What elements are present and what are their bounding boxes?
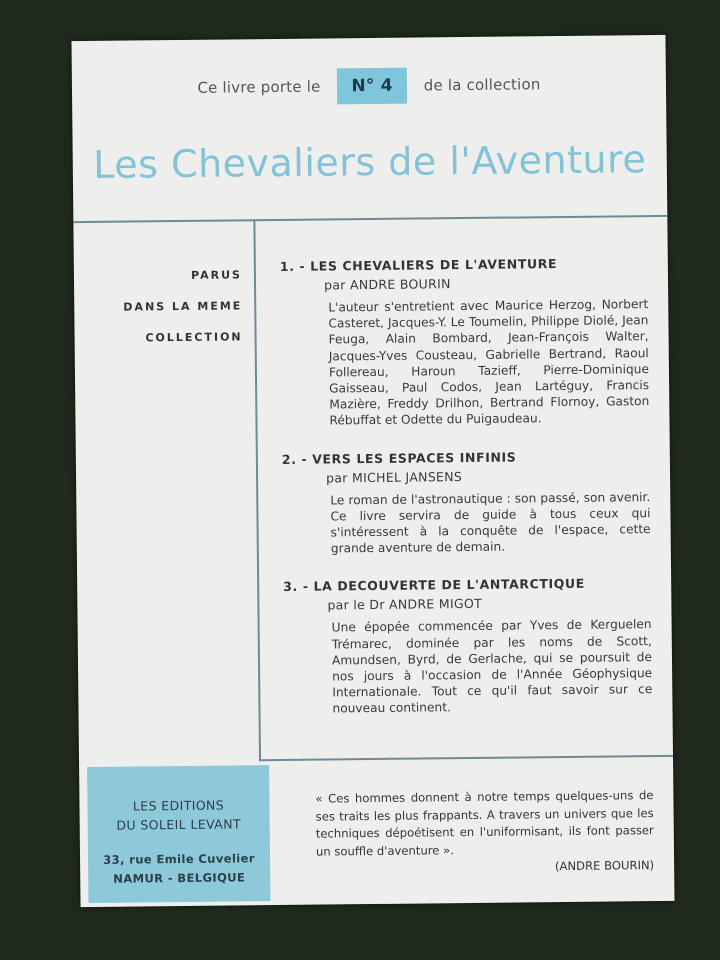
collection-title: Les Chevaliers de l'Aventure [93, 137, 647, 187]
book-author: par ANDRE BOURIN [323, 276, 451, 293]
book-entry [282, 448, 651, 558]
book-entry [280, 255, 650, 429]
book-list [280, 255, 653, 739]
sidebar-line: PARUS [190, 268, 243, 282]
vertical-divider [253, 221, 261, 761]
sidebar-line: COLLECTION [145, 330, 243, 345]
publisher-name-line: LES EDITIONS [132, 797, 225, 814]
book-title: 1. - LES CHEVALIERS DE L'AVENTURE [279, 256, 558, 274]
quote-block [315, 787, 654, 878]
publisher-address [88, 849, 270, 889]
book-number-badge: N° 4 [337, 68, 407, 105]
publisher-box [87, 765, 270, 903]
quote-author: (ANDRE BOURIN) [554, 858, 655, 874]
collection-number-line [72, 65, 666, 107]
number-suffix: de la collection [423, 75, 541, 95]
book-entry [283, 576, 652, 718]
book-description: Une épopée commencée par Yves de Kerguelen Trémarec, dominée par les noms de Scott, Amundsen, Byrd, de Gerlache, qui se poursuit de nos jours à l'occasion de l'Année Géophysique Internationale. Tout ce qu'il faut savoir sur ce nouveau continent. [331, 617, 653, 716]
quote-text: « Ces hommes donnent à notre temps quelques-uns de ses traits les plus frappants. A travers un univers que les techniques dépoétisent en l'uniformisant, ils font passer un souffle d'aventure ». [315, 788, 654, 859]
publisher-address-line: NAMUR - BELGIQUE [113, 870, 246, 886]
top-divider [73, 215, 667, 223]
publisher-address-line: 33, rue Emile Cuvelier [103, 851, 255, 867]
book-description: Le roman de l'astronautique : son passé, son avenir. Ce livre servira de guide à tous ceux qui s'intéressent à la conquête de l'espace, cette grande aventure de demain. [330, 489, 651, 556]
book-author: par le Dr ANDRE MIGOT [327, 596, 483, 613]
book-title: 3. - LA DECOUVERTE DE L'ANTARCTIQUE [283, 576, 585, 595]
catalog-page [71, 35, 674, 907]
bottom-divider [259, 755, 673, 761]
number-prefix: Ce livre porte le [197, 77, 321, 97]
sidebar-heading [74, 259, 243, 354]
book-author: par MICHEL JANSENS [325, 468, 463, 486]
book-description: L'auteur s'entretient avec Maurice Herzog, Norbert Casteret, Jacques-Y. Le Toumelin, Philippe Diolé, Jean Feuga, Alain Bombard, Jean-François Walter, Jacques-Yves Cousteau, Gabrielle Bertrand, Raoul Follereau, Haroun Tazieff, Pierre-Dominique Gaisseau, Paul Codos, Jean Lartéguy, Francis Mazière, Freddy Drilhon, Bertrand Flornoy, Gaston Rébuffat et Odette du Puigaudeau. [328, 297, 650, 428]
book-title: 2. - VERS LES ESPACES INFINIS [281, 449, 517, 467]
publisher-name [87, 795, 269, 835]
sidebar-line: DANS LA MEME [123, 299, 243, 314]
publisher-name-line: DU SOLEIL LEVANT [116, 816, 242, 833]
